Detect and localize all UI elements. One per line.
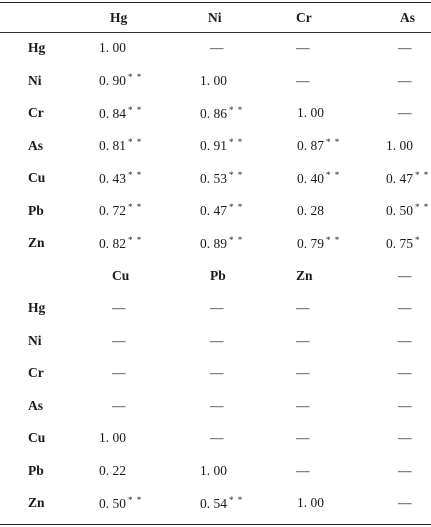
correlation-value-cell: [170, 130, 262, 163]
row-label: [0, 455, 73, 488]
row-label-text: Zn: [28, 235, 45, 251]
cell-value: 0. 43: [99, 170, 126, 186]
dash-text: —: [210, 300, 224, 316]
correlation-value-cell: [262, 162, 350, 195]
row-label: [0, 292, 73, 325]
correlation-value-cell: [350, 130, 431, 163]
correlation-value-cell: [262, 97, 350, 130]
row-label: [0, 195, 73, 228]
correlation-value-cell: [350, 195, 431, 228]
empty-cell-dash: [350, 390, 431, 423]
empty-cell-dash: [350, 292, 431, 325]
table-row: [0, 195, 431, 228]
table-row: [0, 65, 431, 98]
empty-cell-dash: [170, 390, 262, 423]
dash-text: —: [210, 365, 224, 381]
table-row: [0, 32, 431, 65]
cell-value: 0. 90: [99, 73, 126, 89]
significance-marker: * *: [326, 169, 341, 180]
row-label: [0, 65, 73, 98]
significance-marker: * *: [128, 234, 143, 245]
cell-value: 0. 72: [99, 203, 126, 219]
table-row: [0, 325, 431, 358]
correlation-value-cell: [262, 487, 350, 520]
correlation-value-cell: [73, 130, 170, 163]
correlation-value-cell: [350, 162, 431, 195]
empty-cell-dash: [350, 422, 431, 455]
empty-cell-dash: [170, 325, 262, 358]
cell-value: 1. 00: [200, 462, 227, 478]
empty-cell-dash: [350, 325, 431, 358]
cell-value: 0. 82: [99, 235, 126, 251]
dash-text: —: [398, 462, 412, 478]
cell-value: 0. 75: [386, 235, 413, 251]
table-row: [0, 292, 431, 325]
dash-text: —: [296, 72, 310, 88]
cell-value: 0. 86: [200, 105, 227, 121]
empty-cell-dash: [170, 357, 262, 390]
dash-text: —: [210, 397, 224, 413]
correlation-value-cell: [73, 487, 170, 520]
correlation-value-cell: [73, 97, 170, 130]
correlation-value-cell: [170, 65, 262, 98]
subheader-cell: [170, 260, 262, 293]
empty-cell-dash: [350, 65, 431, 98]
row-label: [0, 422, 73, 455]
correlation-value-cell: [73, 162, 170, 195]
cell-value: 0. 40: [297, 170, 324, 186]
correlation-value-cell: [170, 487, 262, 520]
dash-text: —: [398, 300, 412, 316]
empty-cell-dash: [262, 65, 350, 98]
significance-marker: * *: [415, 169, 430, 180]
row-label: [0, 357, 73, 390]
significance-marker: * *: [326, 137, 341, 148]
dash-text: —: [398, 72, 412, 88]
significance-marker: * *: [229, 137, 244, 148]
row-label: [0, 325, 73, 358]
significance-marker: *: [415, 234, 421, 245]
row-label-text: Cu: [28, 430, 46, 446]
cell-value: 0. 28: [297, 202, 324, 218]
table-row: [0, 227, 431, 260]
table-bottom-rule: [0, 524, 431, 525]
dash-text: —: [398, 397, 412, 413]
correlation-value-cell: [73, 455, 170, 488]
significance-marker: * *: [128, 169, 143, 180]
empty-cell-dash: [262, 325, 350, 358]
correlation-value-cell: [262, 130, 350, 163]
table-row: [0, 422, 431, 455]
row-label-text: Ni: [28, 72, 42, 88]
empty-cell-dash: [350, 455, 431, 488]
empty-cell-dash: [350, 97, 431, 130]
dash-text: —: [398, 495, 412, 511]
correlation-value-cell: [73, 65, 170, 98]
dash-text: —: [398, 430, 412, 446]
row-label-text: Ni: [28, 332, 42, 348]
dash-text: —: [112, 397, 126, 413]
row-label-text: Hg: [28, 300, 46, 316]
empty-cell-dash: [170, 422, 262, 455]
correlation-value-cell: [170, 162, 262, 195]
correlation-value-cell: [170, 97, 262, 130]
dash-text: —: [112, 332, 126, 348]
empty-cell-dash: [170, 32, 262, 65]
significance-marker: * *: [229, 494, 244, 505]
table-row: [0, 455, 431, 488]
correlation-value-cell: [350, 227, 431, 260]
row-label: [0, 32, 73, 65]
cell-value: Zn: [296, 267, 313, 283]
empty-cell-dash: [350, 260, 431, 293]
correlation-value-cell: [170, 195, 262, 228]
empty-cell-dash: [170, 292, 262, 325]
cell-value: Cu: [112, 267, 130, 283]
significance-marker: * *: [128, 494, 143, 505]
row-label: [0, 162, 73, 195]
subheader-cell: [73, 260, 170, 293]
cell-value: 0. 81: [99, 138, 126, 154]
empty-cell-dash: [350, 32, 431, 65]
table-row: [0, 130, 431, 163]
row-label-text: Cu: [28, 170, 46, 186]
cell-value: 0. 79: [297, 235, 324, 251]
row-label: [0, 97, 73, 130]
dash-text: —: [398, 365, 412, 381]
dash-text: —: [296, 397, 310, 413]
header-cell-hg: Hg: [110, 9, 128, 25]
empty-cell-dash: [262, 32, 350, 65]
dash-text: —: [210, 40, 224, 56]
row-label-text: Cr: [28, 105, 44, 121]
empty-cell-dash: [350, 487, 431, 520]
dash-text: —: [398, 40, 412, 56]
row-label-text: Zn: [28, 495, 45, 511]
correlation-table: [0, 3, 431, 520]
significance-marker: * *: [229, 104, 244, 115]
correlation-value-cell: [262, 227, 350, 260]
cell-value: 0. 50: [386, 203, 413, 219]
dash-text: —: [296, 462, 310, 478]
cell-value: 1. 00: [99, 430, 126, 446]
cell-value: 0. 47: [386, 170, 413, 186]
header-cell-as: As: [400, 9, 416, 25]
empty-cell-dash: [73, 390, 170, 423]
cell-value: 0. 84: [99, 105, 126, 121]
cell-value: 0. 50: [99, 495, 126, 511]
dash-text: —: [398, 267, 412, 283]
empty-cell-dash: [262, 292, 350, 325]
correlation-value-cell: [73, 422, 170, 455]
correlation-value-cell: [73, 32, 170, 65]
table-row: [0, 390, 431, 423]
dash-text: —: [296, 300, 310, 316]
significance-marker: * *: [229, 202, 244, 213]
dash-text: —: [296, 365, 310, 381]
dash-text: —: [398, 332, 412, 348]
row-label-text: As: [28, 397, 44, 413]
correlation-value-cell: [73, 195, 170, 228]
significance-marker: * *: [229, 169, 244, 180]
cell-value: 1. 00: [386, 137, 413, 153]
significance-marker: * *: [326, 234, 341, 245]
dash-text: —: [296, 430, 310, 446]
empty-cell-dash: [73, 292, 170, 325]
empty-cell-dash: [73, 357, 170, 390]
row-label-text: Cr: [28, 365, 44, 381]
correlation-value-cell: [262, 195, 350, 228]
dash-text: —: [112, 300, 126, 316]
dash-text: —: [398, 105, 412, 121]
significance-marker: * *: [128, 104, 143, 115]
table-row: [0, 487, 431, 520]
empty-cell-dash: [262, 422, 350, 455]
dash-text: —: [210, 430, 224, 446]
row-label-text: Hg: [28, 40, 46, 56]
table-body: [0, 32, 431, 520]
cell-value: 1. 00: [297, 495, 324, 511]
significance-marker: * *: [128, 72, 143, 83]
correlation-value-cell: [73, 227, 170, 260]
table-row: [0, 260, 431, 293]
row-label: [0, 487, 73, 520]
cell-value: 0. 91: [200, 138, 227, 154]
correlation-value-cell: [170, 455, 262, 488]
table-row: [0, 357, 431, 390]
header-cell-cr: Cr: [296, 9, 312, 25]
dash-text: —: [210, 332, 224, 348]
empty-cell-dash: [262, 390, 350, 423]
significance-marker: * *: [128, 202, 143, 213]
row-label-text: As: [28, 137, 44, 153]
dash-text: —: [296, 40, 310, 56]
row-label: [0, 260, 73, 293]
cell-value: 1. 00: [99, 40, 126, 56]
table-row: [0, 97, 431, 130]
row-label: [0, 130, 73, 163]
cell-value: 0. 22: [99, 462, 126, 478]
cell-value: 0. 47: [200, 203, 227, 219]
dash-text: —: [112, 365, 126, 381]
empty-cell-dash: [262, 455, 350, 488]
subheader-cell: [262, 260, 350, 293]
cell-value: 1. 00: [297, 105, 324, 121]
cell-value: Pb: [210, 267, 226, 283]
cell-value: 0. 89: [200, 235, 227, 251]
empty-cell-dash: [262, 357, 350, 390]
row-label: [0, 227, 73, 260]
table-row: [0, 162, 431, 195]
row-label-text: Pb: [28, 462, 44, 478]
significance-marker: * *: [415, 202, 430, 213]
cell-value: 1. 00: [200, 72, 227, 88]
cell-value: 0. 87: [297, 138, 324, 154]
cell-value: 0. 54: [200, 495, 227, 511]
row-label: [0, 390, 73, 423]
empty-cell-dash: [73, 325, 170, 358]
significance-marker: * *: [128, 137, 143, 148]
header-cell-corner: [0, 3, 73, 32]
header-cell-ni: Ni: [208, 9, 222, 25]
significance-marker: * *: [229, 234, 244, 245]
dash-text: —: [296, 332, 310, 348]
empty-cell-dash: [350, 357, 431, 390]
row-label-text: Pb: [28, 202, 44, 218]
cell-value: 0. 53: [200, 170, 227, 186]
correlation-value-cell: [170, 227, 262, 260]
table-header-row: [0, 3, 431, 32]
